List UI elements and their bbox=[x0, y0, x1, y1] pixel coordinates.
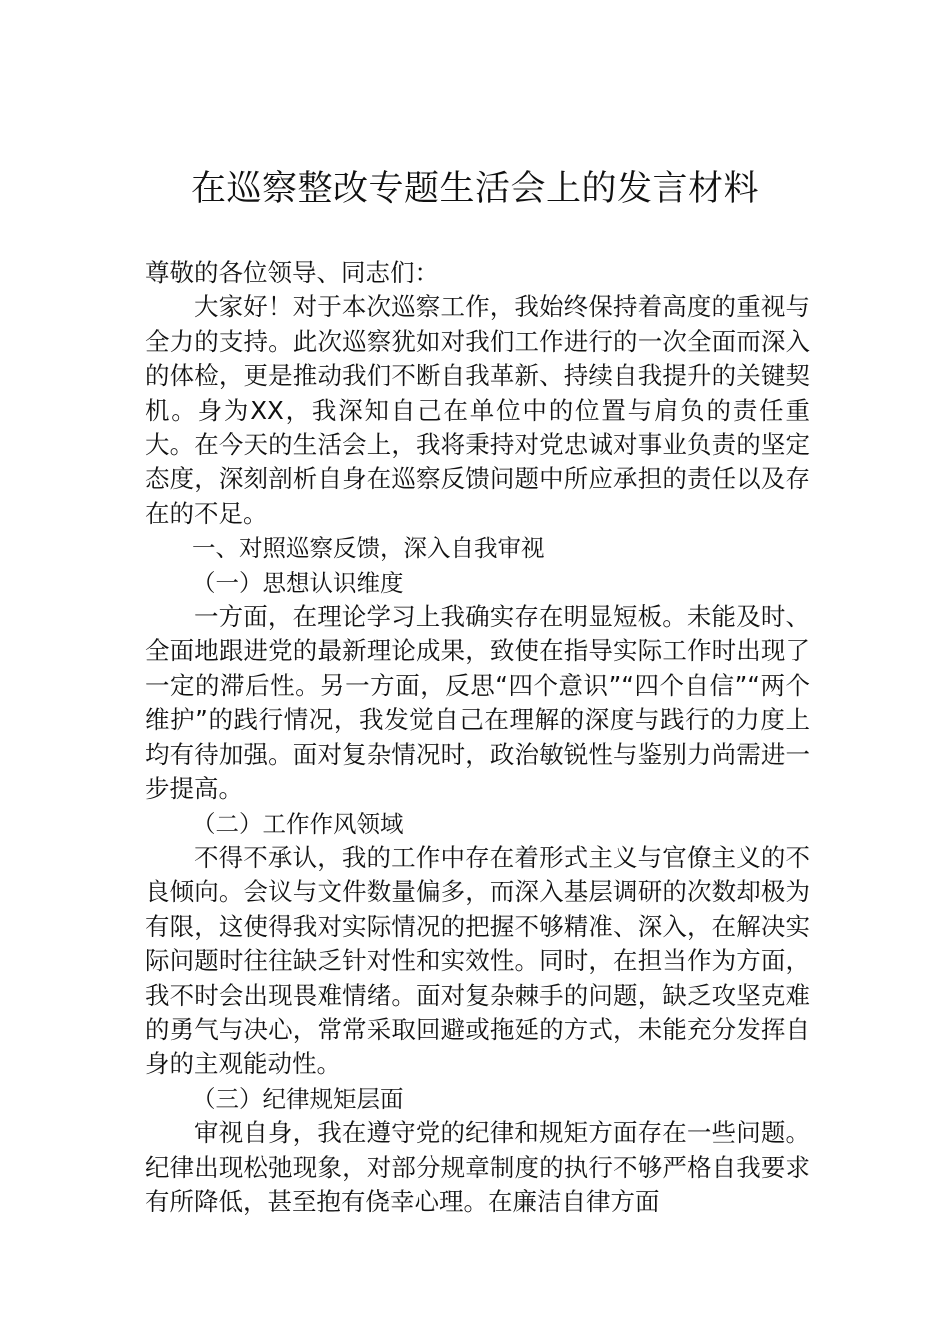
section-heading-1: 一、对照巡察反馈，深入自我审视 bbox=[192, 534, 545, 563]
subsection-heading-1: （一）思想认识维度 bbox=[192, 568, 404, 597]
subsection-heading-3: （三）纪律规矩层面 bbox=[192, 1084, 404, 1113]
subsection-heading-2: （二）工作作风领域 bbox=[192, 809, 404, 838]
paragraph-intro: 大家好！对于本次巡察工作，我始终保持着高度的重视与全力的支持。此次巡察犹如对我们工作进行的一次全面而深入的体检，更是推动我们不断自我革新、持续自我提升的关键契机。身为XX，我深知自己在单位中的位置与肩负的责任重大。在今天的生活会上，我将秉持对党忠诚对事业负责的坚定态度，深刻剖析自身在巡察反馈问题中所应承担的责任以及存在的不足。 bbox=[145, 292, 810, 528]
salutation: 尊敬的各位领导、同志们： bbox=[145, 258, 439, 287]
paragraph-thinking: 一方面，在理论学习上我确实存在明显短板。未能及时、全面地跟进党的最新理论成果，致使在指导实际工作时出现了一定的滞后性。另一方面，反思“四个意识”“四个自信”“两个维护”的践行情况，我发觉自己在理解的深度与践行的力度上均有待加强。面对复杂情况时，政治敏锐性与鉴别力尚需进一步提高。 bbox=[145, 602, 810, 804]
paragraph-discipline: 审视自身，我在遵守党的纪律和规矩方面存在一些问题。纪律出现松弛现象，对部分规章制度的执行不够严格自我要求有所降低，甚至抱有侥幸心理。在廉洁自律方面 bbox=[145, 1118, 810, 1216]
document-title: 在巡察整改专题生活会上的发言材料 bbox=[190, 169, 759, 209]
paragraph-work-style: 不得不承认，我的工作中存在着形式主义与官僚主义的不良倾向。会议与文件数量偏多，而深入基层调研的次数却极为有限，这使得我对实际情况的把握不够精准、深入，在解决实际问题时往往缺乏针对性和实效性。同时，在担当作为方面，我不时会出现畏难情绪。面对复杂棘手的问题，缺乏攻坚克难的勇气与决心，常常采取回避或拖延的方式，未能充分发挥自身的主观能动性。 bbox=[145, 842, 810, 1079]
document-body bbox=[145, 256, 810, 1219]
